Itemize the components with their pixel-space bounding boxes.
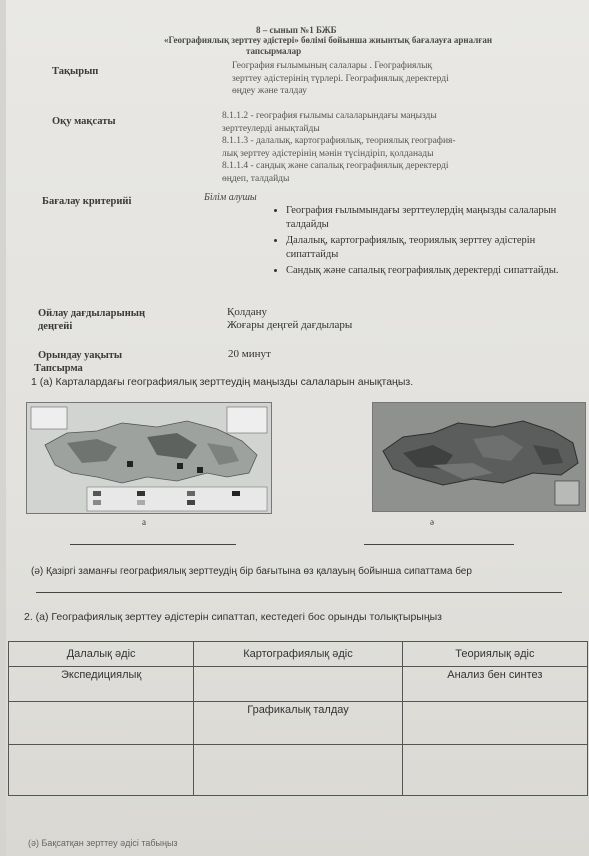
col-header-theoretical: Теориялық әдіс xyxy=(402,642,587,667)
table-cell[interactable] xyxy=(194,745,402,796)
map-b-label: ә xyxy=(430,517,434,527)
col-header-cartographic: Картографиялық әдіс xyxy=(194,642,402,667)
answer-line-a[interactable] xyxy=(70,544,236,545)
table-cell[interactable] xyxy=(402,745,587,796)
table-cell[interactable]: Экспедициялық xyxy=(9,667,194,702)
table-cell[interactable]: Анализ бен синтез xyxy=(402,667,587,702)
table-cell[interactable] xyxy=(9,745,194,796)
task2a-text: 2. (а) Географиялық зерттеу әдістерін сипаттап, кестедегі бос орынды толықтырыңыз xyxy=(24,611,442,623)
table-row xyxy=(9,667,588,702)
duration-label: Орындау уақыты xyxy=(38,350,123,361)
criteria-subtitle: Білім алушы xyxy=(204,192,257,203)
task2b-text: (ә) Бақсатқан зерттеу әдісі табыңыз xyxy=(28,838,178,848)
table-cell[interactable] xyxy=(194,667,402,702)
map-a xyxy=(26,402,272,514)
task-label: Тапсырма xyxy=(34,363,83,374)
criteria-list: • География ғылымындағы зерттеулердің маңызды салаларын талдайды • Далалық, картографиялық, теориялық зерттеу әдістерін сипаттайды • Сандық және сапалық географиялық деректерді сипаттайды. xyxy=(270,204,570,280)
methods-table xyxy=(8,641,588,796)
answer-line-1b[interactable] xyxy=(36,592,562,593)
task1a-text: 1 (а) Карталардағы географиялық зерттеудің маңызды салаларын анықтаңыз. xyxy=(31,376,414,388)
table-row xyxy=(9,702,588,745)
table-cell[interactable] xyxy=(402,702,587,745)
topic-text: География ғылымының салалары . Географиялық зерттеу әдістерінің түрлері. Географиялық деректерді өңдеу және талдау xyxy=(232,61,449,96)
map-b xyxy=(372,402,586,512)
objectives-text: 8.1.1.2 - география ғылымы салаларындағы маңызды зерттеулерді анықтайды 8.1.1.3 - далалық, картографиялық, теориялық география- лық зерттеу әдістерінің мәнін түсіндіріп, қолданады 8.1.1.4 - сандық және сапалық географиялық деректерді өңдеп, талдайды xyxy=(222,111,456,184)
map-b-image xyxy=(373,403,585,511)
worksheet-page xyxy=(6,0,589,856)
skills-label: Ойлау дағдыларының деңгейі xyxy=(38,308,146,332)
table-row xyxy=(9,745,588,796)
map-a-image xyxy=(27,403,271,513)
table-cell[interactable] xyxy=(9,702,194,745)
skills-values: Қолдану Жоғары деңгей дағдылары xyxy=(227,306,353,331)
sor-number: 8 – сынып №1 БЖБ xyxy=(256,25,337,35)
col-header-field: Далалық әдіс xyxy=(9,642,194,667)
table-cell[interactable]: Графикалық талдау xyxy=(194,702,402,745)
answer-line-b[interactable] xyxy=(364,544,514,545)
sor-subtitle: тапсырмалар xyxy=(246,46,302,56)
map-a-label: а xyxy=(142,517,146,527)
sor-title: «Географиялық зерттеу әдістері» бөлімі бойынша жиынтық бағалауға арналған xyxy=(163,35,493,45)
objectives-label: Оқу мақсаты xyxy=(52,116,116,127)
task1b-text: (ә) Қазіргі заманғы географиялық зерттеудің бір бағытына өз қалауың бойынша сипаттама бер xyxy=(31,566,472,577)
criteria-label: Бағалау критерийі xyxy=(42,196,132,207)
duration-value: 20 минут xyxy=(228,348,271,360)
topic-label: Тақырып xyxy=(52,66,99,77)
